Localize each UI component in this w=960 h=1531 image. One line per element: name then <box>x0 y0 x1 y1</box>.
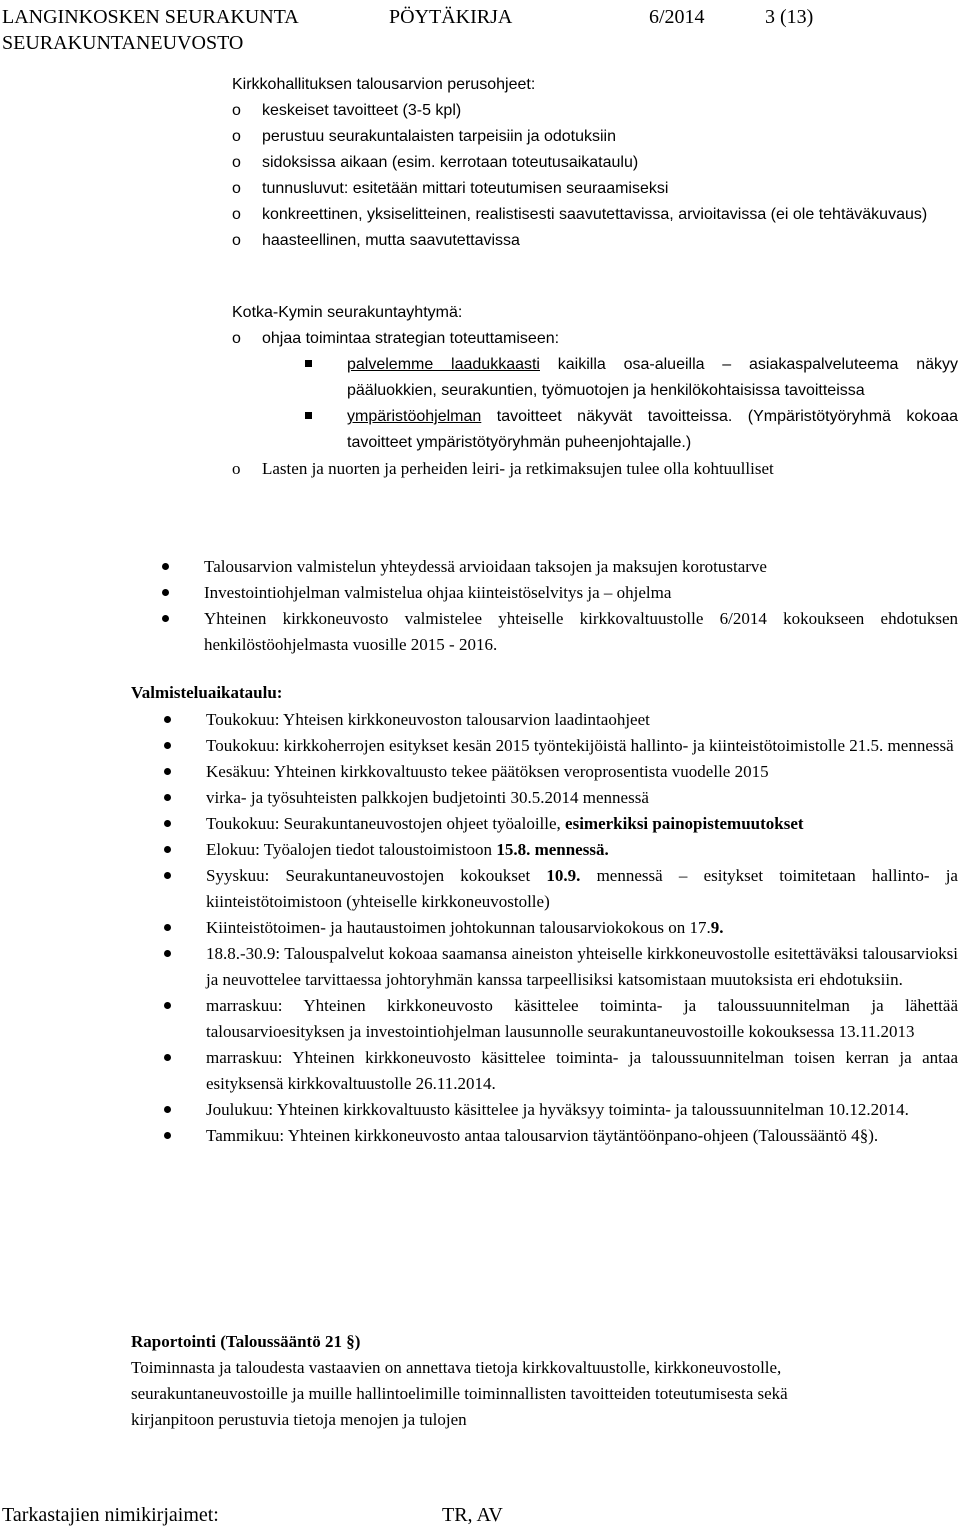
list-item: o perustuu seurakuntalaisten tarpeisiin ja odotuksiin <box>232 124 958 150</box>
bullet-icon <box>164 950 171 957</box>
list-item: o keskeiset tavoitteet (3-5 kpl) <box>232 98 958 124</box>
list-item: Yhteinen kirkkoneuvosto valmistelee yhteiselle kirkkovaltuustolle 6/2014 kokoukseen ehdotuksen henkilöstöohjelmasta vuosille 2015 - 2016. <box>160 606 958 658</box>
bullet-icon <box>164 794 171 801</box>
reporting-section <box>131 1329 958 1433</box>
schedule-section <box>131 680 958 1149</box>
list-item: Toukokuu: Seurakuntaneuvostojen ohjeet työaloille, esimerkiksi painopistemuutokset <box>162 811 958 837</box>
square-bullet-icon <box>305 360 312 367</box>
budget-notes <box>160 554 958 658</box>
reporting-body: Toiminnasta ja taloudesta vastaavien on annettava tietoja kirkkovaltuustolle, kirkkoneuvostolle, seurakuntaneuvostoille ja muille hallintoelimille toiminnallisten tavoitteiden toteutumisesta sekä kirjanpitoon perustuvia tietoja menojen ja tulojen <box>131 1358 788 1429</box>
list-item: ympäristöohjelman tavoitteet näkyvät tavoitteissa. (Ympäristötyöryhmä kokoaa tavoitteet ympäristötyöryhmän puheenjohtajalle.) <box>305 404 958 456</box>
council-name: SEURAKUNTANEUVOSTO <box>2 32 244 54</box>
list-item: Toukokuu: Yhteisen kirkkoneuvoston talousarvion laadintaohjeet <box>162 707 958 733</box>
list-item: o ohjaa toimintaa strategian toteuttamiseen: <box>232 326 958 352</box>
doc-number: 6/2014 <box>649 6 705 28</box>
list-item: Syyskuu: Seurakuntaneuvostojen kokoukset 10.9. mennessä – esitykset toimitetaan hallinto- ja kiinteistötoimistoon (yhteiselle kirkkoneuvostolle) <box>162 863 958 915</box>
square-bullet-icon <box>305 412 312 419</box>
bullet-icon <box>164 768 171 775</box>
inspectors-label: Tarkastajien nimikirjaimet: <box>2 1504 219 1526</box>
inspectors-initials: TR, AV <box>442 1504 503 1526</box>
list-item: Tammikuu: Yhteinen kirkkoneuvosto antaa talousarvion täytäntöönpano-ohjeen (Taloussääntö 4§). <box>162 1123 958 1149</box>
bullet-icon <box>162 563 169 570</box>
org-name: LANGINKOSKEN SEURAKUNTA <box>2 6 299 28</box>
bullet-icon <box>164 1002 171 1009</box>
bullet-icon <box>162 589 169 596</box>
bullet-icon <box>164 716 171 723</box>
bullet-icon <box>164 1054 171 1061</box>
list-item: Elokuu: Työalojen tiedot taloustoimistoon 15.8. mennessä. <box>162 837 958 863</box>
list-item: marraskuu: Yhteinen kirkkoneuvosto käsittelee toiminta- ja taloussuunnitelman toisen kerran ja antaa esityksensä kirkkovaltuustolle 26.11.2014. <box>162 1045 958 1097</box>
list-item: o konkreettinen, yksiselitteinen, realistisesti saavutettavissa, arvioitavissa (ei ole tehtäväkuvaus) <box>232 202 958 228</box>
list-item: Kiinteistötoimen- ja hautaustoimen johtokunnan talousarviokokous on 17.9. <box>162 915 958 941</box>
list-item: Kesäkuu: Yhteinen kirkkovaltuusto tekee päätöksen veroprosentista vuodelle 2015 <box>162 759 958 785</box>
list-item: o tunnusluvut: esitetään mittari toteutumisen seuraamiseksi <box>232 176 958 202</box>
list-item: Investointiohjelman valmistelua ohjaa kiinteistöselvitys ja – ohjelma <box>160 580 958 606</box>
doc-type: PÖYTÄKIRJA <box>389 6 513 28</box>
list-item: Joulukuu: Yhteinen kirkkovaltuusto käsittelee ja hyväksyy toiminta- ja taloussuunnitelman 10.12.2014. <box>162 1097 958 1123</box>
list-item: marraskuu: Yhteinen kirkkoneuvosto käsittelee toiminta- ja taloussuunnitelman ja lähettää talousarvioesityksen ja investointiohjelman lausunnolle seurakuntaneuvostoille kokouksessa 13.11.2013 <box>162 993 958 1045</box>
bullet-icon <box>164 924 171 931</box>
bullet-icon <box>162 615 169 622</box>
list-item: virka- ja työsuhteisten palkkojen budjetointi 30.5.2014 mennessä <box>162 785 958 811</box>
page-number: 3 (13) <box>765 6 814 28</box>
bullet-icon <box>164 1106 171 1113</box>
list-item: o sidoksissa aikaan (esim. kerrotaan toteutusaikataulu) <box>232 150 958 176</box>
list-item: palvelemme laadukkaasti kaikilla osa-alueilla – asiakaspalveluteema näkyy pääluokkien, seurakuntien, työmuotojen ja henkilökohtaisissa tavoitteissa <box>305 352 958 404</box>
list-item: 18.8.-30.9: Talouspalvelut kokoaa saamansa aineiston yhteiselle kirkkoneuvostolle esitettäväksi talousarvioksi ja neuvottelee tarvittaessa johtoryhmän kanssa tarpeellisiksi katsomistaan muutoksista eri ehdotuksiin. <box>162 941 958 993</box>
guidelines-heading: Kirkkohallituksen talousarvion perusohjeet: <box>232 76 536 93</box>
bullet-icon <box>164 872 171 879</box>
bullet-icon <box>164 820 171 827</box>
kotka-section <box>232 300 958 482</box>
list-item: Toukokuu: kirkkoherrojen esitykset kesän 2015 työntekijöistä hallinto- ja kiinteistötoimistolle 21.5. mennessä <box>162 733 958 759</box>
reporting-heading: Raportointi (Taloussääntö 21 §) <box>131 1332 361 1351</box>
bullet-icon <box>164 1132 171 1139</box>
guidelines-section <box>232 72 958 254</box>
schedule-heading: Valmisteluaikataulu: <box>131 683 283 702</box>
list-item: o Lasten ja nuorten ja perheiden leiri- ja retkimaksujen tulee olla kohtuulliset <box>232 456 958 482</box>
list-item: o haasteellinen, mutta saavutettavissa <box>232 228 958 254</box>
bullet-icon <box>164 742 171 749</box>
kotka-heading: Kotka-Kymin seurakuntayhtymä: <box>232 304 463 321</box>
list-item: Talousarvion valmistelun yhteydessä arvioidaan taksojen ja maksujen korotustarve <box>160 554 958 580</box>
bullet-icon <box>164 846 171 853</box>
